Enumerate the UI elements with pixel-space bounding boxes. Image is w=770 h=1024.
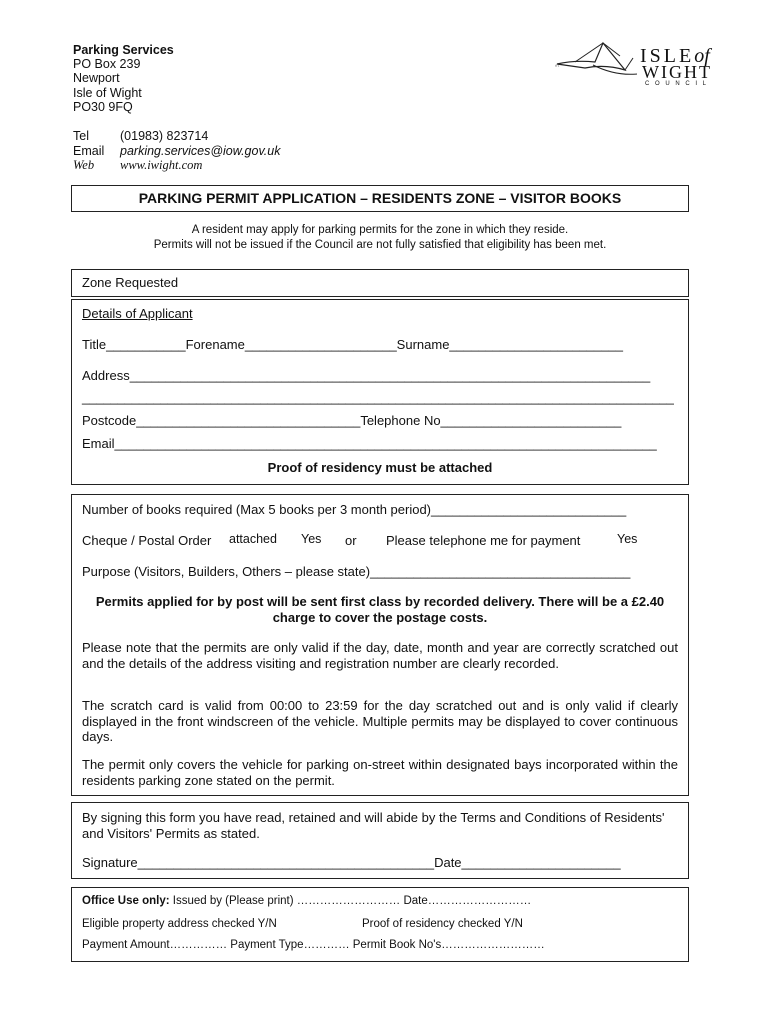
web-label: Web [73, 158, 95, 172]
form-title: PARKING PERMIT APPLICATION – RESIDENTS ZONE – VISITOR BOOKS [71, 185, 689, 212]
email-label: Email [73, 143, 105, 158]
address-line: PO Box 239 [73, 57, 141, 72]
permit-coverage-paragraph: The permit only covers the vehicle for parking on-street within designated bays incorporated within the residents parking zone stated on the permit. [82, 757, 678, 788]
telephone-yes-option[interactable]: Yes [617, 532, 638, 546]
payment-details-field[interactable]: Payment Amount…………… Payment Type………… Permit Book No's……………………… [82, 939, 545, 951]
cheque-yes-option[interactable]: Yes [301, 532, 322, 546]
validity-paragraph: Please note that the permits are only valid if the day, date, month and year are correctly scratched out and the details of the address visiting and registration number are clearly recorded. [82, 640, 678, 671]
name-field[interactable]: Title___________Forename_____________________Surname________________________ [82, 337, 623, 352]
address-line: Isle of Wight [73, 85, 142, 100]
office-use-section [71, 887, 689, 962]
logo-text-wight: WIGHT [642, 62, 712, 82]
council-logo [545, 38, 730, 90]
postage-notice: Permits applied for by post will be sent first class by recorded delivery. There will be a £2.40 charge to cover the postage costs. [95, 594, 665, 625]
books-section [71, 494, 689, 796]
logo-text-council: C O U N C I L [645, 81, 709, 87]
issued-by-field[interactable]: Issued by (Please print) ……………………… Date……………………… [169, 895, 532, 907]
intro-line: Permits will not be issued if the Council are not fully satisfied that eligibility has been met. [153, 239, 607, 251]
tel-label: Tel [73, 129, 89, 143]
department-name: Parking Services [73, 43, 174, 57]
tel-value: (01983) 823714 [120, 129, 209, 143]
email-field[interactable]: Email___________________________________________________________________________ [82, 436, 657, 451]
logo-text-of: of [694, 45, 710, 67]
address-field-line2[interactable]: ___________________________________________________________________________________ [82, 390, 674, 405]
scratch-card-paragraph: The scratch card is valid from 00:00 to 23:59 for the day scratched out and is only valid if clearly displayed in the front windscreen of the vehicle. Multiple permits may be displayed to cover continuous days. [82, 698, 678, 744]
applicant-details-section [71, 299, 689, 485]
terms-statement: By signing this form you have read, retained and will abide by the Terms and Conditions of Residents' and Visitors' Permits as stated. [82, 810, 665, 841]
eligible-address-check[interactable]: Eligible property address checked Y/N [82, 918, 277, 930]
proof-residency-check[interactable]: Proof of residency checked Y/N [362, 918, 523, 930]
zone-requested-label: Zone Requested [82, 275, 179, 290]
cheque-attached-text: attached [229, 532, 277, 546]
purpose-field[interactable]: Purpose (Visitors, Builders, Others – please state)____________________________________ [82, 564, 631, 579]
signature-section [71, 802, 689, 879]
proof-of-residency-notice: Proof of residency must be attached [267, 460, 493, 475]
cheque-label: Cheque / Postal Order [82, 533, 212, 548]
address-line: Newport [73, 71, 120, 86]
applicant-heading: Details of Applicant [82, 306, 193, 321]
number-of-books-field[interactable]: Number of books required (Max 5 books per 3 month period)___________________________ [82, 502, 627, 517]
postcode-telephone-field[interactable]: Postcode_______________________________Telephone No_________________________ [82, 413, 622, 428]
email-value: parking.services@iow.gov.uk [120, 143, 281, 158]
signature-date-field[interactable]: Signature_________________________________________Date______________________ [82, 855, 621, 870]
telephone-payment-label: Please telephone me for payment [386, 533, 581, 548]
sender-address [73, 43, 174, 114]
svg-text:ᵃᶜ: ᵃᶜ [555, 64, 559, 70]
logo-text-isle: ISLE [640, 45, 695, 67]
address-line: PO30 9FQ [73, 99, 133, 114]
or-text: or [345, 533, 357, 548]
office-use-label: Office Use only: [82, 895, 170, 907]
web-value: www.iwight.com [120, 158, 203, 172]
intro-line: A resident may apply for parking permits for the zone in which they reside. [191, 224, 569, 236]
contact-details [73, 129, 280, 173]
zone-requested-field[interactable] [71, 269, 689, 297]
address-field[interactable]: Address________________________________________________________________________ [82, 368, 651, 383]
